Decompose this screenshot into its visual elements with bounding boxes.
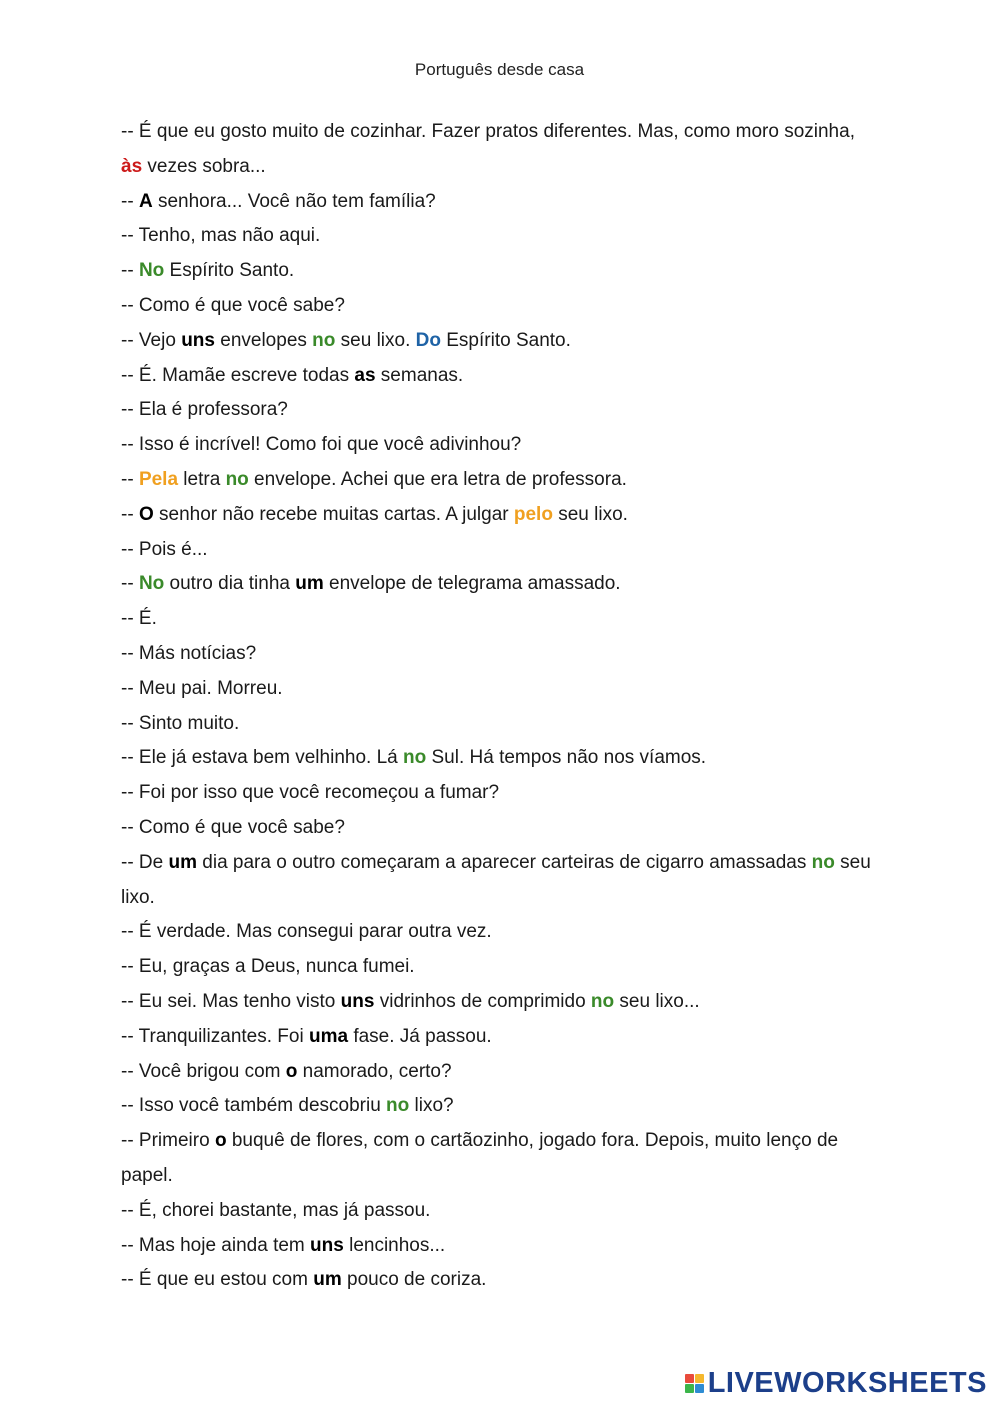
line-text: Espírito Santo. <box>440 329 571 351</box>
dialogue-line <box>121 915 881 950</box>
dialogue-line <box>121 428 881 463</box>
line-text: Espírito Santo. <box>164 260 295 282</box>
line-text: -- Sinto muito. <box>121 712 240 734</box>
dialogue-line <box>121 776 881 811</box>
line-text: seu lixo... <box>614 990 700 1012</box>
dialogue-line <box>121 1055 881 1090</box>
line-text: semanas. <box>375 364 464 386</box>
line-text: seu lixo. <box>552 503 628 525</box>
line-text: -- Você brigou com <box>121 1060 286 1082</box>
line-text: -- Vejo <box>121 329 182 351</box>
dialogue-line <box>121 185 881 220</box>
brand-name: LIVEWORKSHEETS <box>707 1367 987 1399</box>
highlighted-word: A <box>138 190 153 212</box>
line-text: seu lixo. <box>335 329 416 351</box>
dialogue-line <box>121 1020 881 1055</box>
line-text: Sul. Há tempos não nos víamos. <box>426 747 707 769</box>
highlighted-word: No <box>138 573 165 595</box>
liveworksheets-logo-icon <box>685 1374 704 1393</box>
line-text: -- Isso você também descobriu <box>121 1095 387 1117</box>
highlighted-word: no <box>403 747 427 769</box>
line-text: -- Más notícias? <box>121 642 257 664</box>
line-text: fase. Já passou. <box>348 1025 492 1047</box>
highlighted-word: um <box>168 851 197 873</box>
line-text: -- Ela é professora? <box>121 399 288 421</box>
highlighted-word: o <box>285 1060 298 1082</box>
line-text: -- Como é que você sabe? <box>121 294 345 316</box>
line-text: -- É. <box>121 608 157 630</box>
dialogue-line <box>121 289 881 324</box>
line-text: senhor não recebe muitas cartas. A julgar <box>153 503 514 525</box>
dialogue-line <box>121 533 881 568</box>
dialogue-line <box>121 672 881 707</box>
line-text: -- <box>121 260 139 282</box>
line-text: -- <box>121 573 139 595</box>
highlighted-word: No <box>138 260 165 282</box>
line-text: -- Tenho, mas não aqui. <box>121 225 321 247</box>
dialogue-line <box>121 950 881 985</box>
dialogue-line <box>121 707 881 742</box>
line-text: envelope de telegrama amassado. <box>323 573 621 595</box>
highlighted-word: uns <box>340 990 375 1012</box>
line-text: -- É que eu gosto muito de cozinhar. Fazer pratos diferentes. Mas, como moro sozinha, <box>121 121 855 142</box>
line-text: outro dia tinha <box>164 573 296 595</box>
dialogue-line <box>121 115 881 185</box>
highlighted-word: um <box>295 573 324 595</box>
line-text: vidrinhos de comprimido <box>374 990 591 1012</box>
line-text: seu lixo. <box>121 851 871 908</box>
highlighted-word: no <box>811 851 835 873</box>
highlighted-word: as <box>354 364 376 386</box>
dialogue-text <box>121 115 881 1298</box>
dialogue-line <box>121 359 881 394</box>
highlighted-word: no <box>312 329 336 351</box>
dialogue-line <box>121 567 881 602</box>
highlighted-word: uns <box>181 329 215 351</box>
logo-square <box>695 1384 704 1393</box>
dialogue-line <box>121 985 881 1020</box>
line-text: lencinhos... <box>343 1234 446 1256</box>
line-text: dia para o outro começaram a aparecer carteiras de cigarro amassadas <box>197 851 812 873</box>
line-text: namorado, certo? <box>297 1060 452 1082</box>
line-text: -- <box>121 468 139 490</box>
line-text: -- É, chorei bastante, mas já passou. <box>121 1199 431 1221</box>
line-text: letra <box>178 468 226 490</box>
line-text: -- Isso é incrível! Como foi que você adivinhou? <box>121 434 522 456</box>
line-text: -- Meu pai. Morreu. <box>121 677 283 699</box>
line-text: -- Primeiro <box>121 1130 215 1152</box>
line-text: buquê de flores, com o cartãozinho, jogado fora. Depois, muito lenço de papel. <box>121 1130 839 1186</box>
dialogue-line <box>121 498 881 533</box>
line-text: -- Foi por isso que você recomeçou a fumar? <box>121 782 500 804</box>
highlighted-word: no <box>225 468 249 490</box>
highlighted-word: pelo <box>513 503 553 525</box>
line-text: -- Eu sei. Mas tenho visto <box>121 990 341 1012</box>
line-text: -- É verdade. Mas consegui parar outra vez. <box>121 921 492 943</box>
dialogue-line <box>121 219 881 254</box>
dialogue-line <box>121 811 881 846</box>
highlighted-word: o <box>214 1130 227 1152</box>
dialogue-line <box>121 463 881 498</box>
line-text: -- Ele já estava bem velhinho. Lá <box>121 747 403 769</box>
line-text: envelopes <box>214 329 313 351</box>
line-text: -- Pois é... <box>121 538 208 560</box>
highlighted-word: no <box>590 990 615 1012</box>
line-text: -- É que eu estou com <box>121 1269 314 1291</box>
highlighted-word: às <box>121 155 143 177</box>
highlighted-word: Pela <box>138 468 179 490</box>
dialogue-line <box>121 637 881 672</box>
dialogue-line <box>121 1229 881 1264</box>
line-text: vezes sobra... <box>142 155 266 177</box>
line-text: -- De <box>121 851 169 873</box>
logo-square <box>685 1384 694 1393</box>
logo-square <box>695 1374 704 1383</box>
line-text: -- <box>121 503 139 525</box>
dialogue-line <box>121 1124 881 1194</box>
highlighted-word: Do <box>415 329 441 351</box>
line-text: lixo? <box>409 1095 454 1117</box>
line-text: -- Mas hoje ainda tem <box>121 1234 311 1256</box>
dialogue-line <box>121 324 881 359</box>
logo-square <box>685 1374 694 1383</box>
highlighted-word: no <box>386 1095 410 1117</box>
dialogue-line <box>121 741 881 776</box>
dialogue-line <box>121 1089 881 1124</box>
line-text: -- É. Mamãe escreve todas <box>121 364 355 386</box>
highlighted-word: O <box>138 503 154 525</box>
dialogue-line <box>121 1263 881 1298</box>
highlighted-word: um <box>313 1269 342 1291</box>
line-text: -- Eu, graças a Deus, nunca fumei. <box>121 956 415 978</box>
line-text: -- Como é que você sabe? <box>121 816 345 838</box>
line-text: senhora... Você não tem família? <box>152 190 436 212</box>
dialogue-line <box>121 846 881 916</box>
dialogue-line <box>121 602 881 637</box>
dialogue-line <box>121 254 881 289</box>
dialogue-line <box>121 1194 881 1229</box>
highlighted-word: uma <box>308 1025 349 1047</box>
line-text: pouco de coriza. <box>341 1269 487 1291</box>
line-text: -- Tranquilizantes. Foi <box>121 1025 309 1047</box>
line-text: envelope. Achei que era letra de professora. <box>248 468 627 490</box>
liveworksheets-brand <box>685 1367 987 1400</box>
line-text: -- <box>121 190 139 212</box>
page-title: Português desde casa <box>414 60 585 79</box>
highlighted-word: uns <box>310 1234 344 1256</box>
dialogue-line <box>121 393 881 428</box>
